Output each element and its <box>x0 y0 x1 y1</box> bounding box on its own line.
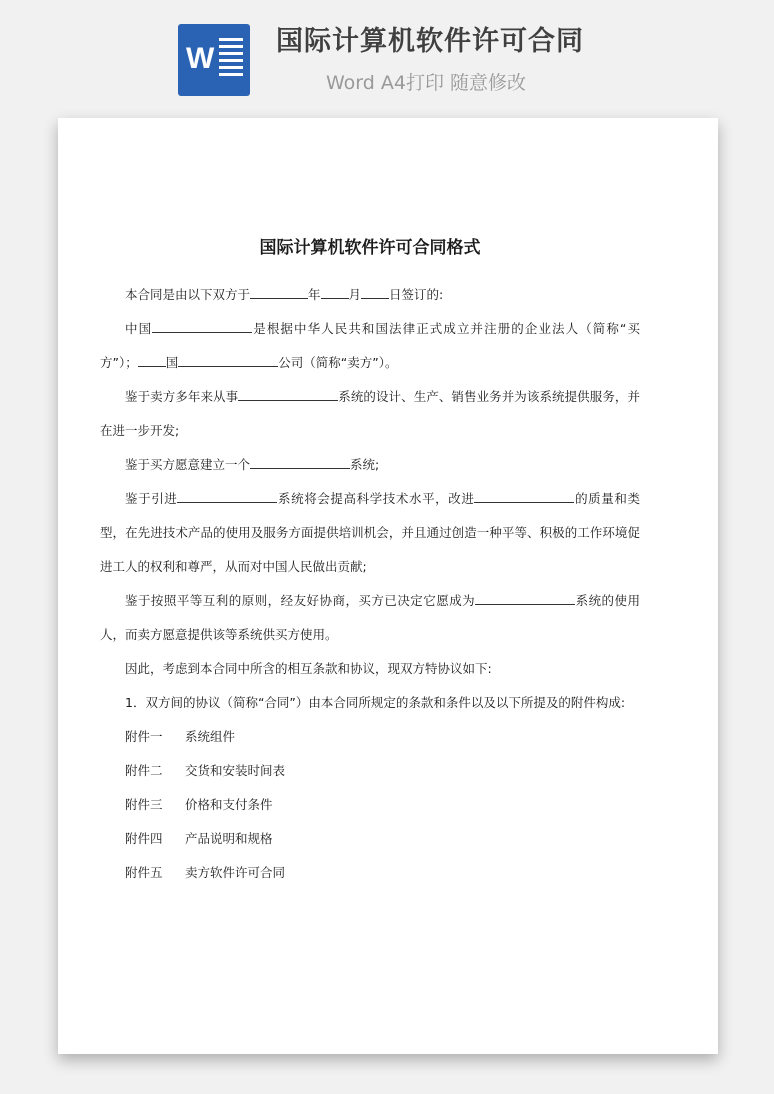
banner-subtitle: Word A4打印 随意修改 <box>326 72 527 94</box>
annex-item: 附件一 系统组件 <box>125 729 236 744</box>
paragraph-buyer: 鉴于买方愿意建立一个 系统; <box>100 448 640 482</box>
annex-item: 附件二 交货和安装时间表 <box>125 763 286 778</box>
paragraph-introduction: 鉴于引进 系统将会提高科学技术水平，改进 的质量和类型，在先进技术产品的使用及服务方面提供培训机会，并且通过创造一种平等、积极的工作环境促进工人的权利和尊严，从而对中国人民做出贡献; <box>100 482 640 584</box>
annex-item: 附件五 卖方软件许可合同 <box>125 865 286 880</box>
word-logo-icon <box>178 24 250 96</box>
document-body <box>100 118 640 890</box>
paragraph-date: 本合同是由以下双方于 年 月 日签订的: <box>100 278 640 312</box>
paragraph-agreement: 鉴于按照平等互利的原则，经友好协商，买方已决定它愿成为 系统的使用人，而卖方愿意提供该等系统供买方使用。 <box>100 584 640 652</box>
annex-list <box>100 720 640 890</box>
document-title: 国际计算机软件许可合同格式 <box>259 238 481 258</box>
banner <box>0 0 774 108</box>
annex-item: 附件四 产品说明和规格 <box>125 831 273 846</box>
paragraph-parties: 中国 是根据中华人民共和国法律正式成立并注册的企业法人（简称“买方”）； 国 公司（简称“卖方”）。 <box>100 312 640 380</box>
paragraph-clause-1: 1．双方间的协议（简称“合同”）由本合同所规定的条款和条件以及以下所提及的附件构成: <box>125 695 626 710</box>
paragraph-seller: 鉴于卖方多年来从事 系统的设计、生产、销售业务并为该系统提供服务，并在进一步开发; <box>100 380 640 448</box>
paragraph-therefore: 因此，考虑到本合同中所含的相互条款和协议，现双方特协议如下: <box>125 661 492 676</box>
word-logo-letter: W <box>186 42 215 75</box>
banner-title: 国际计算机软件许可合同 <box>276 26 584 57</box>
annex-item: 附件三 价格和支付条件 <box>125 797 273 812</box>
